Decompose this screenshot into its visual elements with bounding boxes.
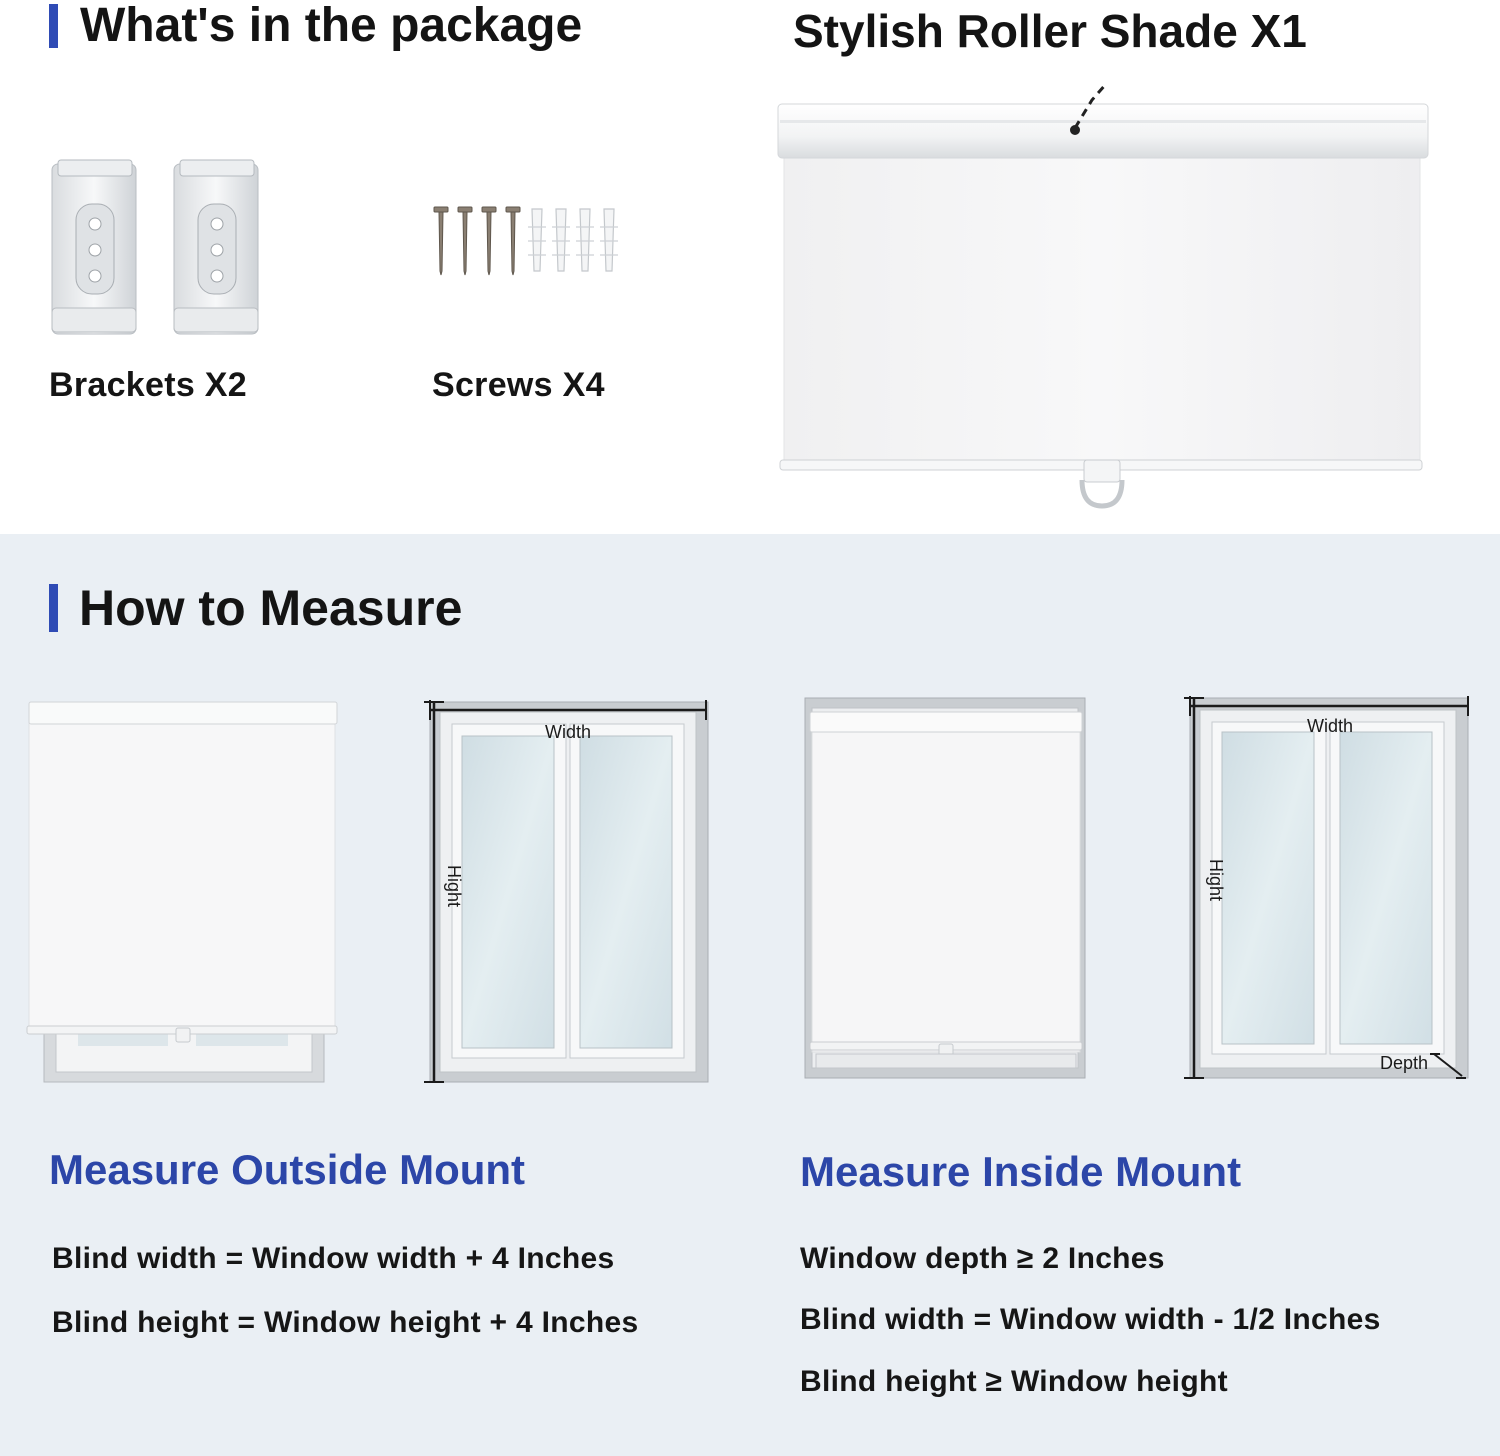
measure-heading-accent-bar [49,584,58,632]
inside-mount-window-diagram [1184,692,1474,1084]
inside-depth-label: Depth [1379,1053,1428,1073]
package-heading-accent-bar [49,4,58,48]
brackets-label: Brackets X2 [49,366,247,404]
inside-rule-height: Blind height ≥ Window height [800,1365,1228,1398]
package-heading: What's in the package [80,0,583,52]
roller-shade-image [770,80,1440,520]
screws-label: Screws X4 [432,366,605,404]
bracket-icon [46,158,266,338]
product-title: Stylish Roller Shade X1 [793,5,1307,57]
inside-height-label: Hight [1206,858,1226,902]
inside-rule-depth: Window depth ≥ 2 Inches [800,1242,1165,1275]
outside-width-label: Width [544,722,592,742]
outside-mount-window-diagram [422,698,714,1088]
outside-rule-width: Blind width = Window width + 4 Inches [52,1242,615,1275]
measure-heading: How to Measure [79,580,463,636]
screw-icon [430,205,625,280]
inside-width-label: Width [1306,716,1354,736]
outside-mount-shade-diagram [26,700,341,1090]
inside-mount-title: Measure Inside Mount [800,1148,1242,1195]
outside-rule-height: Blind height = Window height + 4 Inches [52,1306,639,1339]
outside-mount-title: Measure Outside Mount [49,1146,526,1193]
outside-height-label: Hight [444,864,464,908]
inside-mount-shade-diagram [802,694,1090,1084]
inside-rule-width: Blind width = Window width - 1/2 Inches [800,1303,1381,1336]
